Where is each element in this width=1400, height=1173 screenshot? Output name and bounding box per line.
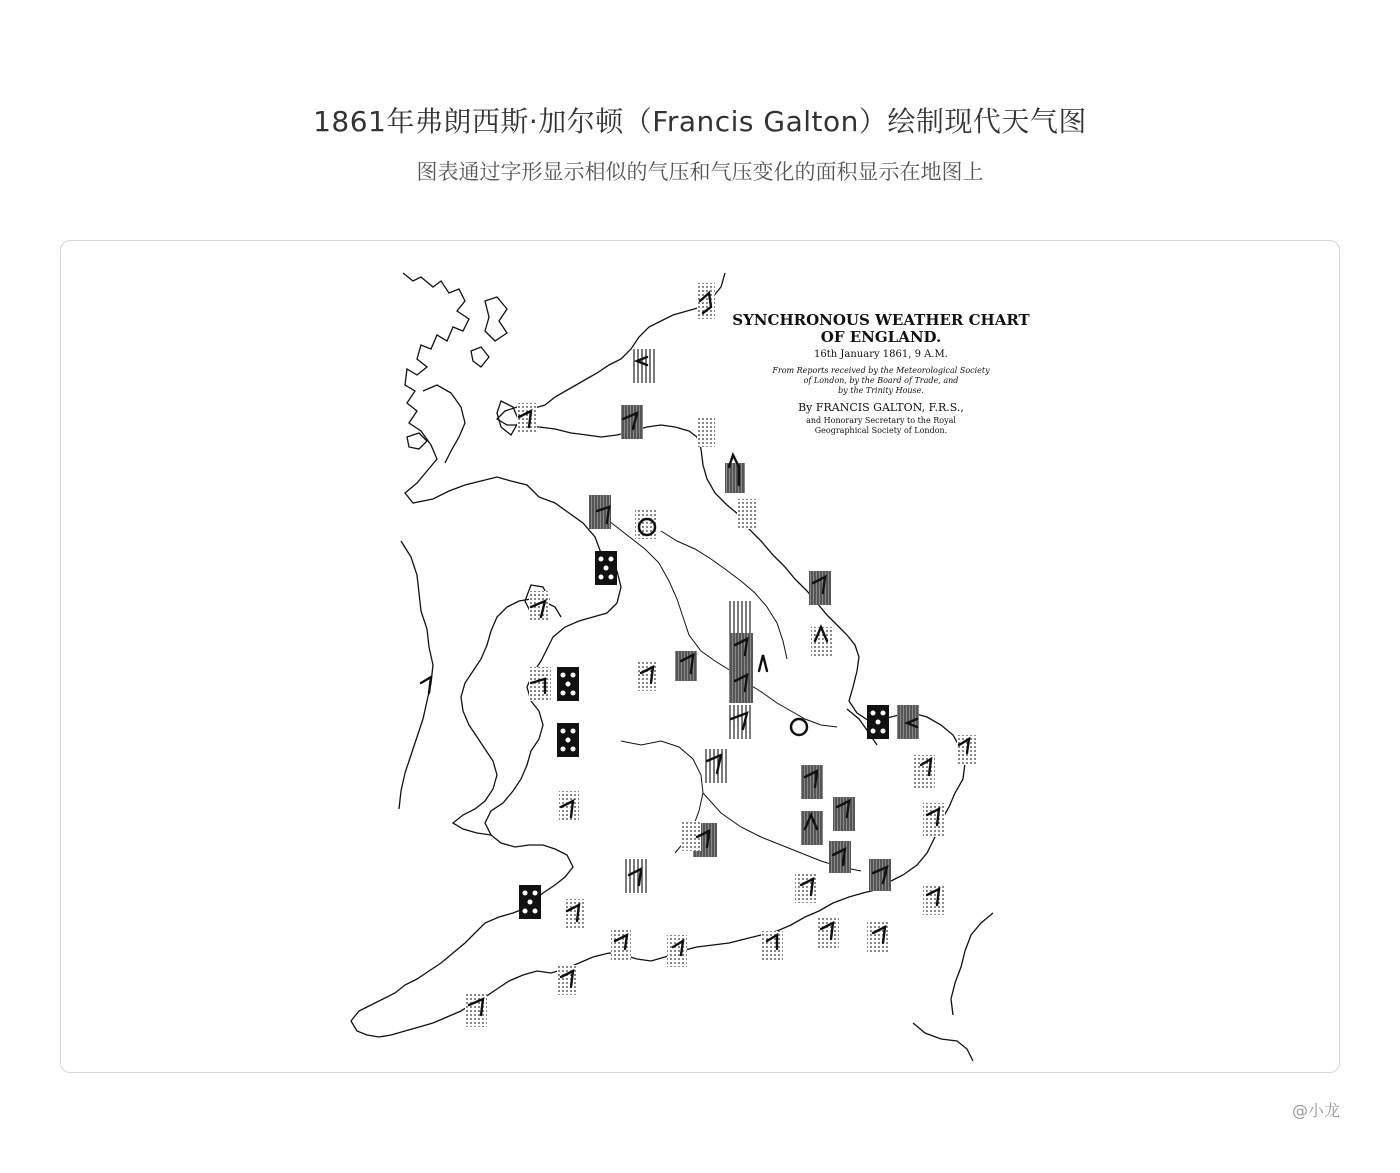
- station-glyph: [809, 571, 831, 605]
- station-glyph: [727, 705, 751, 739]
- station-glyph: [703, 749, 727, 783]
- page-title: 1861年弗朗西斯·加尔顿（Francis Galton）绘制现代天气图: [313, 105, 1087, 138]
- station-glyph-black: [557, 723, 579, 757]
- source-line3: by the Trinity House.: [838, 386, 924, 395]
- role-line2: Geographical Society of London.: [814, 426, 948, 435]
- station-glyph: [517, 403, 537, 433]
- station-glyph: [737, 499, 757, 529]
- station-glyph-black: [519, 885, 541, 919]
- station-glyph: [833, 797, 855, 831]
- station-glyph: [761, 931, 783, 961]
- station-glyph-circle: [791, 719, 807, 735]
- station-glyph: [869, 859, 891, 891]
- chart-legend: [732, 311, 1030, 435]
- station-glyph: [801, 765, 823, 799]
- role-line1: and Honorary Secretary to the Royal: [806, 416, 956, 425]
- station-glyph: [829, 841, 851, 873]
- date-line: 16th January 1861, 9 A.M.: [814, 349, 948, 360]
- station-glyph-black: [557, 667, 579, 701]
- map-card: [60, 240, 1340, 1073]
- station-glyph-black: [595, 551, 617, 585]
- station-glyph: [529, 667, 551, 701]
- source-line1: From Reports received by the Meteorological Society: [772, 366, 990, 375]
- station-glyph: [633, 349, 655, 383]
- station-glyph: [697, 417, 715, 447]
- station-glyph-black: [867, 705, 889, 739]
- source-line2: of London, by the Board of Trade, and: [803, 376, 959, 385]
- station-glyph: [729, 633, 753, 703]
- station-glyph: [817, 917, 839, 949]
- chart-title-line1: SYNCHRONOUS WEATHER CHART: [732, 311, 1030, 329]
- station-glyph: [565, 899, 585, 929]
- author-line: By FRANCIS GALTON, F.R.S.,: [798, 401, 964, 414]
- page-subtitle: 图表通过字形显示相似的气压和气压变化的面积显示在地图上: [416, 160, 984, 184]
- station-glyph: [621, 405, 643, 439]
- chart-title-line2: OF ENGLAND.: [820, 328, 942, 346]
- author-credit: @小龙: [1291, 1101, 1340, 1120]
- weather-map: [61, 241, 1339, 1072]
- station-glyph: [923, 885, 945, 915]
- station-glyph: [923, 803, 945, 837]
